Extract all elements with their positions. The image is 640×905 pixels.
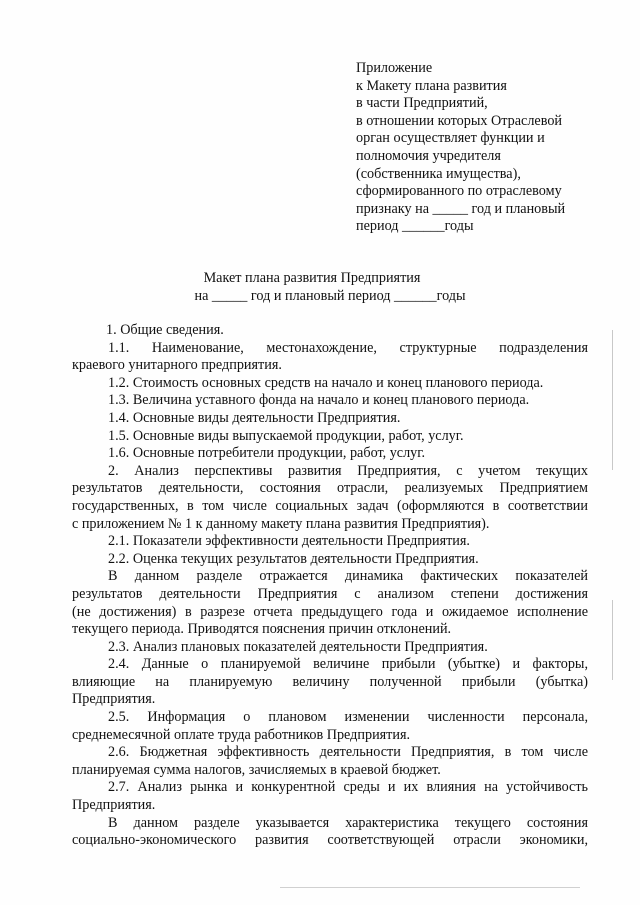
document-title: Макет плана развития Предприятия [203, 270, 421, 286]
header-line: в части Предприятий, [356, 95, 488, 112]
body-line: 1.1. Наименование, местонахождение, структурные подразделения [108, 339, 588, 356]
body-line: 1.4. Основные виды деятельности Предприятия. [108, 409, 401, 426]
body-line: Предприятия. [72, 797, 156, 814]
body-line: государственных, в том числе социальных задач (оформляются в соответствии [72, 497, 588, 514]
body-line: 1.5. Основные виды выпускаемой продукции, работ, услуг. [108, 427, 464, 444]
body-line: 2. Анализ перспективы развития Предприятия, с учетом текущих [108, 462, 588, 479]
scan-bottom-line [280, 887, 580, 888]
header-line: признаку на _____ год и плановый [356, 200, 566, 217]
body-line: влияющие на планируемую величину полученной прибыли (убытка) [72, 673, 588, 690]
body-line: результатов деятельности, состояния отрасли, реализуемых Предприятием [72, 480, 588, 497]
body-line: 1.2. Стоимость основных средств на начало и конец планового периода. [108, 374, 544, 391]
body-line: результатов деятельности Предприятия с анализом степени достижения [72, 585, 588, 602]
body-line: В данном разделе отражается динамика фактических показателей [108, 568, 588, 585]
body-line: 2.4. Данные о планируемой величине прибыли (убытке) и факторы, [108, 656, 588, 673]
body-line: планируемая сумма налогов, зачисляемых в краевой бюджет. [72, 761, 441, 778]
body-line: 2.1. Показатели эффективности деятельности Предприятия. [108, 533, 470, 550]
header-line: орган осуществляет функции и [356, 130, 545, 147]
document-subtitle: на _____ год и плановый период ______годы [194, 288, 466, 304]
body-line: 1.3. Величина уставного фонда на начало и конец планового периода. [108, 392, 530, 409]
body-line: социально-экономического развития соответствующей отрасли экономики, [72, 832, 588, 849]
scan-edge-line [612, 330, 613, 470]
body-line: 2.2. Оценка текущих результатов деятельности Предприятия. [108, 550, 479, 567]
header-line: в отношении которых Отраслевой [356, 112, 563, 129]
body-line: 2.3. Анализ плановых показателей деятельности Предприятия. [108, 638, 488, 655]
body-line: В данном разделе указывается характеристика текущего состояния [108, 814, 588, 831]
body-line: среднемесячной оплате труда работников Предприятия. [72, 726, 411, 743]
body-line: 2.6. Бюджетная эффективность деятельности Предприятия, в том числе [108, 744, 588, 761]
header-line: (собственника имущества), [356, 165, 521, 182]
body-line: 2.7. Анализ рынка и конкурентной среды и их влияния на устойчивость [108, 779, 588, 796]
body-line: (не достижения) в разрезе отчета предыдущего года и ожидаемое исполнение [72, 603, 588, 620]
header-line: полномочия учредителя [356, 147, 501, 164]
scan-edge-line [612, 600, 613, 680]
header-line: к Макету плана развития [356, 77, 507, 94]
body-line: 2.5. Информация о плановом изменении численности персонала, [108, 709, 588, 726]
body-line: Предприятия. [72, 691, 156, 708]
header-line: Приложение [356, 60, 433, 76]
document-body [72, 322, 588, 850]
header-line: сформированного по отраслевому [356, 183, 562, 200]
body-line: текущего периода. Приводятся пояснения причин отклонений. [72, 621, 452, 638]
body-line: краевого унитарного предприятия. [72, 357, 282, 374]
header-line: период ______годы [356, 218, 474, 235]
appendix-header [356, 60, 626, 236]
body-line: 1.6. Основные потребители продукции, работ, услуг. [108, 445, 426, 462]
body-line: с приложением № 1 к данному макету плана развития Предприятия). [72, 515, 490, 532]
body-line: 1. Общие сведения. [106, 322, 224, 338]
